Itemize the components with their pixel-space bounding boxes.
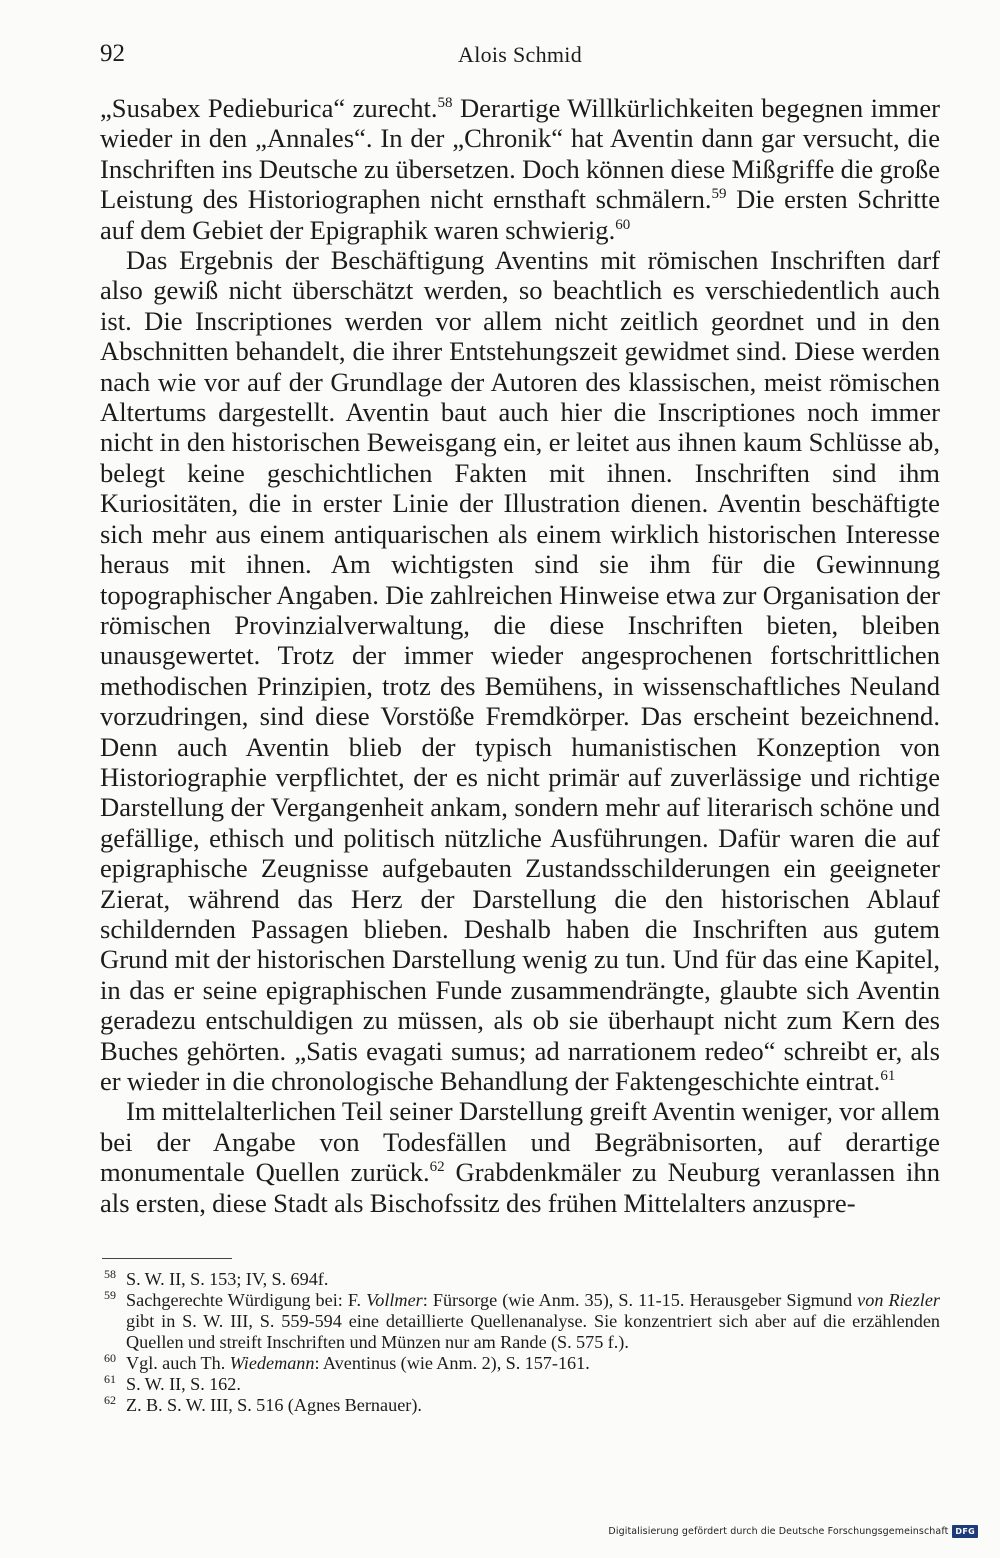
paragraph: Das Ergebnis der Beschäftigung Aventins mit römischen Inschriften darf also gewiß nicht überschätzt werden, so beachtlich es verschiedentlich auch ist. Die Inscriptiones werden vor allem nicht zeitlich geordnet und in den Abschnitten behandelt, die ihrer Entstehungszeit gewidmet sind. Diese werden nach wie vor auf der Grundlage der Autoren des klassischen, meist römischen Altertums dargestellt. Aventin baut auch hier die Inscriptiones noch immer nicht in den historischen Beweisgang ein, er leitet aus ihnen kaum Schlüsse ab, belegt keine geschichtlichen Fakten mit ihnen. Inschriften sind ihm Kuriositäten, die in erster Linie der Illustration dienen. Aventin beschäftigte sich mehr aus einem antiquarischen als einem wirklich historischen Interesse heraus mit ihnen. Am wichtigsten sind sie ihm für die Gewinnung topographischer Angaben. Die zahlreichen Hinweise etwa zur Organisation der römischen Provinzialverwaltung, die diese Inschriften bieten, bleiben unausgewertet. Trotz der immer wieder angesprochenen fortschrittlichen methodischen Prinzipien, trotz des Bemühens, in wissenschaftliches Neuland vorzudringen, sind diese Vorstöße Fremdkörper. Das erscheint bezeichnend. Denn auch Aventin blieb der typisch humanistischen Konzeption von Historiographie verpflichtet, der es nicht primär auf zuverlässige und richtige Darstellung der Vergangenheit ankam, sondern mehr auf literarisch schöne und gefällige, ethisch und politisch nützliche Ausführungen. Dafür waren die auf epigraphische Zeugnisse aufgebauten Zustandsschilderungen ein geeigneter Zierat, während das Herz der Darstellung die den historischen Ablauf schildernden Passagen blieben. Deshalb haben die Inschriften aus gutem Grund mit der historischen Darstellung wenig zu tun. Und für das eine Kapitel, in das er seine epigraphischen Funde zusammendrängte, glaubte sich Aventin geradezu entschuldigen zu müssen, als ob sie überhaupt nicht zum Kern des Buches gehörten. „Satis evagati sumus; ad narrationem redeo“ schreibt er, als er wieder in die chronologische Behandlung der Faktengeschichte eintrat.$^{61}$: [100, 245, 940, 1096]
footnote-ref: 60: [615, 216, 631, 233]
page-number: 92: [100, 40, 125, 67]
footnote-number: 59: [104, 1288, 116, 1302]
paragraph: Im mittelalterlichen Teil seiner Darstellung greift Aventin weniger, vor allem bei der Angabe von Todesfällen und Begräbnisorten, auf derartige monumentale Quellen zurück.$^{62}$ Grabdenkmäler zu Neuburg veranlassen ihn als ersten, diese Stadt als Bischofssitz des frühen Mittelalters anzuspre-: [100, 1096, 940, 1218]
page-header: [100, 40, 940, 74]
footnote-number: 62: [104, 1393, 116, 1407]
footnote-ref: 62: [429, 1159, 445, 1176]
author-name-italic: Wiedemann: [229, 1353, 315, 1373]
author-name-italic: von Riezler: [857, 1290, 940, 1310]
dfg-logo: DFG: [952, 1525, 978, 1538]
credit-text: Digitalisierung gefördert durch die Deutsche Forschungsgemeinschaft: [608, 1526, 949, 1537]
body-text: [100, 93, 940, 1218]
running-head-author: Alois Schmid: [458, 42, 582, 67]
footnote-ref: 61: [880, 1068, 896, 1084]
footnote: 59 Sachgerechte Würdigung bei: F. Vollmer: Fürsorge (wie Anm. 35), S. 11-15. Herausgeber Sigmund von Riezler gibt in S. W. III, S. 559-594 eine detaillierte Quellenanalyse. Sie konzentriert sich aber auf die erzählenden Quellen und streift Inschriften und Münzen nur am Rande (S. 575 f.).: [102, 1290, 940, 1353]
footnote-divider: [102, 1258, 232, 1259]
footnote: 61 S. W. II, S. 162.: [102, 1374, 940, 1395]
footnote-number: 58: [104, 1267, 116, 1281]
paragraph: „Susabex Pedieburica“ zurecht.$^{58}$ Derartige Willkürlichkeiten begegnen immer wieder in den „Annales“. In der „Chronik“ hat Aventin dann gar versucht, die Inschriften ins Deutsche zu übersetzen. Doch können diese Mißgriffe die große Leistung des Historiographen nicht ernsthaft schmälern.$^{59}$ Die ersten Schritte auf dem Gebiet der Epigraphik waren schwierig.$^{60}$: [100, 93, 940, 245]
footnotes: [102, 1258, 940, 1416]
footnote-number: 60: [104, 1351, 116, 1365]
footnote-ref: 59: [711, 186, 727, 203]
author-name-italic: Vollmer: [366, 1290, 423, 1310]
footnote: 62 Z. B. S. W. III, S. 516 (Agnes Bernauer).: [102, 1395, 940, 1416]
digitization-credit: [608, 1525, 978, 1538]
footnote-number: 61: [104, 1372, 116, 1386]
footnote: 58 S. W. II, S. 153; IV, S. 694f.: [102, 1269, 940, 1290]
footnote: 60 Vgl. auch Th. Wiedemann: Aventinus (wie Anm. 2), S. 157-161.: [102, 1353, 940, 1374]
footnote-ref: 58: [437, 95, 453, 111]
